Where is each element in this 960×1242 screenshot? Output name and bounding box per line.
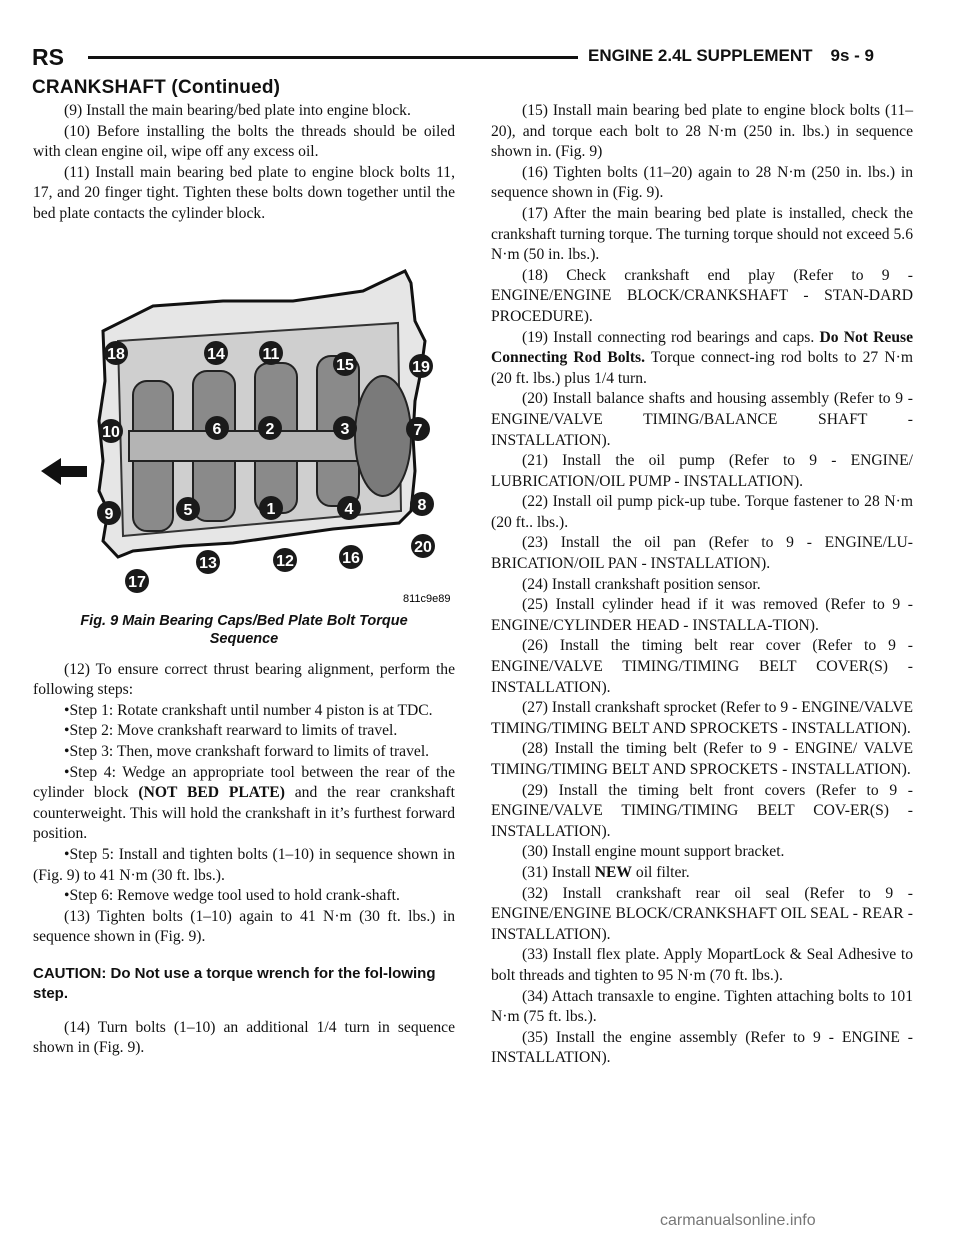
bolt-label-7 (406, 417, 430, 441)
step-26: (26) Install the timing belt rear cover (Refer to 9 - ENGINE/VALVE TIMING/TIMING BELT COVER(S) - INSTALLATION). (491, 637, 913, 696)
step-29: (29) Install the timing belt front covers (Refer to 9 - ENGINE/VALVE TIMING/TIMING BELT COV-ER(S) - INSTALLATION). (491, 781, 913, 840)
step-25: (25) Install cylinder head if it was removed (Refer to 9 - ENGINE/CYLINDER HEAD - INSTALLA-TION). (491, 596, 913, 634)
step-32: (32) Install crankshaft rear oil seal (Refer to 9 - ENGINE/ENGINE BLOCK/CRANKSHAFT OIL SEAL - REAR - INSTALLATION). (491, 884, 913, 943)
step-17: (17) After the main bearing bed plate is installed, check the crankshaft turning torque. The turning torque should not exceed 5.6 N·m (50 in. lbs.). (491, 204, 913, 264)
step-9: (9) Install the main bearing/bed plate into engine block. (64, 102, 411, 119)
bolt-label-5 (176, 497, 200, 521)
svg-text:9: 9 (104, 505, 114, 523)
step-30: (30) Install engine mount support bracket. (522, 843, 785, 861)
figure-caption-line1: Fig. 9 Main Bearing Caps/Bed Plate Bolt Torque (80, 612, 408, 629)
rear-arrow-icon (41, 458, 87, 485)
substep-5: •Step 5: Install and tighten bolts (1–10) in sequence shown in (Fig. 9) to 41 N·m (30 ft. lbs.). (33, 845, 455, 884)
step-24: (24) Install crankshaft position sensor. (522, 575, 761, 593)
step-14: (14) Turn bolts (1–10) an additional 1/4 turn in sequence shown in (Fig. 9). (33, 1018, 455, 1057)
step-15: (15) Install main bearing bed plate to engine block bolts (11–20), and torque each bolt to 28 N·m (250 in. lbs.) in sequence shown in. (Fig. 9) (491, 102, 913, 161)
step-11: (11) Install main bearing bed plate to engine block bolts 11, 17, and 20 finger tight. Tighten these bolts down together until the bed plate contacts the cylinder block. (33, 163, 455, 222)
figure-caption (33, 612, 455, 648)
step-20: (20) Install balance shafts and housing assembly (Refer to 9 - ENGINE/VALVE TIMING/BALANCE SHAFT - INSTALLATION). (491, 390, 913, 449)
step-31: (31) Install NEW oil filter. (522, 863, 690, 881)
watermark-link[interactable]: carmanualsonline.info (660, 1212, 816, 1229)
step-10: (10) Before installing the bolts the threads should be oiled with clean engine oil, wipe off any excess oil. (33, 122, 455, 161)
svg-text:10: 10 (102, 423, 120, 441)
bolt-label-13 (196, 550, 220, 574)
step-34: (34) Attach transaxle to engine. Tighten attaching bolts to 101 N·m (75 ft. lbs.). (491, 987, 913, 1026)
bolt-label-14 (204, 341, 228, 365)
svg-text:8: 8 (417, 496, 427, 514)
substep-1: •Step 1: Rotate crankshaft until number 4 piston is at TDC. (64, 701, 433, 719)
substep-2: •Step 2: Move crankshaft rearward to limits of travel. (64, 722, 398, 740)
bolt-label-1 (259, 496, 283, 520)
svg-text:5: 5 (183, 501, 193, 519)
svg-text:2: 2 (265, 420, 275, 438)
bolt-label-6 (205, 416, 229, 440)
step-27: (27) Install crankshaft sprocket (Refer to 9 - ENGINE/VALVE TIMING/TIMING BELT AND SPROCKETS - INSTALLATION). (491, 699, 913, 737)
svg-text:1: 1 (266, 500, 276, 518)
bullet: • (64, 722, 70, 740)
step-18: (18) Check crankshaft end play (Refer to 9 - ENGINE/ENGINE BLOCK/CRANKSHAFT - STAN-DARD PROCEDURE). (491, 266, 913, 325)
svg-text:14: 14 (207, 345, 225, 363)
substep-3: •Step 3: Then, move crankshaft forward to limits of travel. (64, 742, 430, 760)
bolt-label-11 (259, 341, 283, 365)
step-19: (19) Install connecting rod bearings and caps. Do Not Reuse Connecting Rod Bolts. Torque connect-ing rod bolts to 27 N·m (20 ft. lbs.) plus 1/4 turn. (491, 328, 913, 387)
svg-text:7: 7 (413, 421, 423, 439)
bolt-label-8 (410, 492, 434, 516)
step-13: (13) Tighten bolts (1–10) again to 41 N·m (30 ft. lbs.) in sequence shown in (Fig. 9). (33, 907, 455, 946)
bolt-label-20 (411, 534, 435, 558)
figure-code: 811c9e89 (403, 592, 451, 605)
bolt-label-9 (97, 501, 121, 525)
svg-text:15: 15 (336, 356, 354, 374)
svg-text:11: 11 (262, 345, 280, 363)
svg-text:6: 6 (212, 420, 222, 438)
step-35: (35) Install the engine assembly (Refer to 9 - ENGINE - INSTALLATION). (491, 1028, 913, 1067)
left-column (33, 101, 455, 1059)
bullet: • (64, 845, 70, 863)
step-12: (12) To ensure correct thrust bearing alignment, perform the following steps: (33, 660, 455, 699)
bolt-label-4 (337, 496, 361, 520)
step-28: (28) Install the timing belt (Refer to 9 - ENGINE/ VALVE TIMING/TIMING BELT AND SPROCKETS - INSTALLATION). (491, 740, 913, 778)
svg-text:17: 17 (128, 573, 146, 591)
substep-6: •Step 6: Remove wedge tool used to hold crank-shaft. (64, 887, 400, 905)
bolt-label-10 (99, 419, 123, 443)
right-column (491, 101, 913, 1069)
svg-text:20: 20 (414, 538, 432, 556)
bolt-label-12 (273, 548, 297, 572)
header-manual-title: ENGINE 2.4L SUPPLEMENT (588, 46, 813, 65)
bolt-label-16 (339, 545, 363, 569)
step-23: (23) Install the oil pan (Refer to 9 - ENGINE/LU-BRICATION/OIL PAN - INSTALLATION). (491, 534, 913, 573)
figure-9-diagram (33, 261, 455, 606)
section-title: CRANKSHAFT (Continued) (32, 77, 281, 98)
rear-counterweight (355, 376, 411, 496)
bolt-label-2 (258, 416, 282, 440)
bolt-label-17 (125, 569, 149, 593)
svg-text:12: 12 (276, 552, 294, 570)
svg-text:3: 3 (340, 420, 350, 438)
caution-note: CAUTION: Do Not use a torque wrench for the fol-lowing step. (33, 964, 436, 1002)
bolt-label-15 (333, 352, 357, 376)
step-22: (22) Install oil pump pick-up tube. Torque fastener to 28 N·m (20 ft.. lbs.). (491, 493, 913, 531)
step-16: (16) Tighten bolts (11–20) again to 28 N·m (250 in. lbs.) in sequence shown in (Fig. 9). (491, 163, 913, 202)
svg-text:13: 13 (199, 554, 217, 572)
step-21: (21) Install the oil pump (Refer to 9 - ENGINE/ LUBRICATION/OIL PUMP - INSTALLATION). (491, 452, 913, 490)
svg-text:19: 19 (412, 358, 430, 376)
bullet: • (64, 887, 70, 905)
bullet: • (64, 742, 70, 760)
bolt-label-19 (409, 354, 433, 378)
header-section-code: RS (32, 44, 64, 70)
svg-text:18: 18 (107, 345, 125, 363)
page-number: 9s - 9 (830, 46, 874, 65)
svg-text:4: 4 (344, 500, 354, 518)
bolt-label-18 (104, 341, 128, 365)
bed-plate-illustration (33, 261, 455, 606)
header-rule (88, 56, 578, 59)
substep-4: •Step 4: Wedge an appropriate tool between the rear of the cylinder block (NOT BED PLATE) and the rear crankshaft counterweight. This will hold the crankshaft in it’s furthest forward position. (33, 763, 455, 843)
header-right (588, 46, 874, 66)
figure-caption-line2: Sequence (209, 630, 279, 647)
bullet: • (64, 763, 70, 781)
svg-text:16: 16 (342, 549, 360, 567)
bullet: • (64, 701, 70, 719)
registered-mark: t (748, 946, 753, 964)
step-33: (33) Install flex plate. Apply MopartLock & Seal Adhesive to bolt threads and tighten to 95 N·m (70 ft. lbs.). (491, 946, 913, 984)
bolt-label-3 (333, 416, 357, 440)
